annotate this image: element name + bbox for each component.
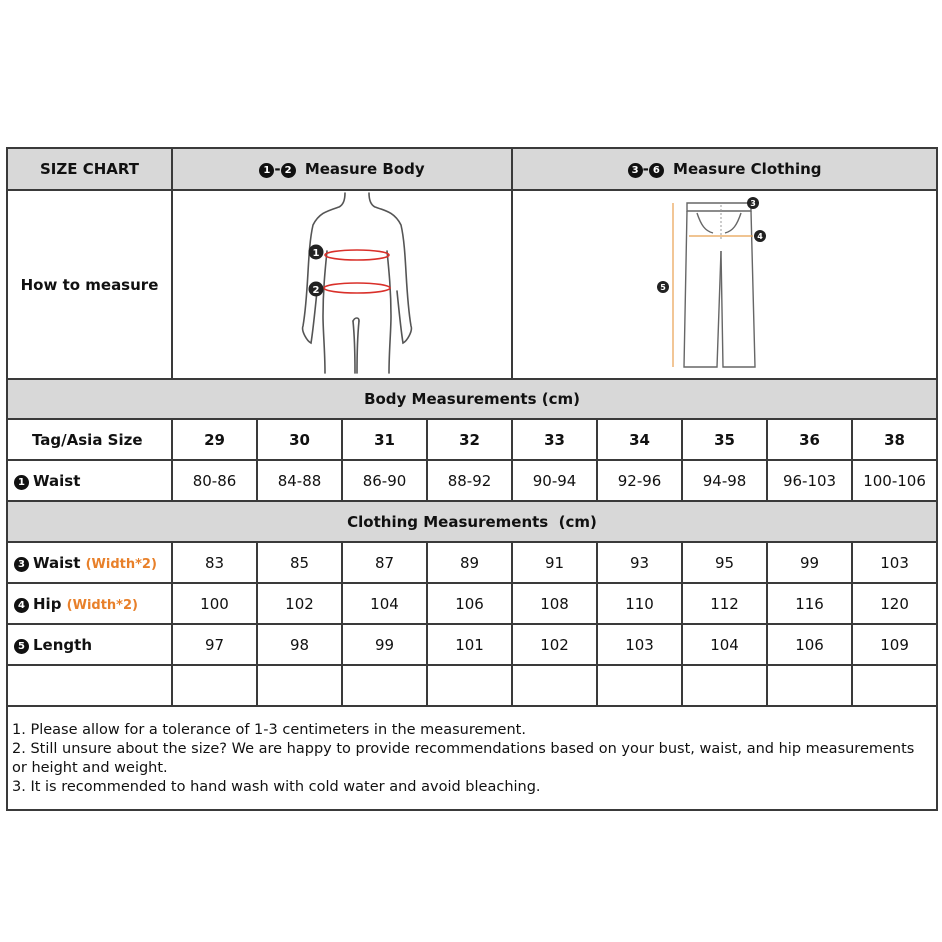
clothing-waist-label <box>7 542 172 583</box>
table-cell: 98 <box>257 624 342 665</box>
clothing-length-text: Length <box>33 635 92 654</box>
table-cell: 104 <box>342 583 427 624</box>
width-note: (Width*2) <box>85 556 157 572</box>
size-chart-title: SIZE CHART <box>7 148 172 190</box>
empty-cell <box>682 665 767 706</box>
step-2-icon: 2 <box>281 163 296 178</box>
empty-cell <box>342 665 427 706</box>
body-marker-1 <box>309 245 324 260</box>
table-cell: 112 <box>682 583 767 624</box>
empty-cell <box>597 665 682 706</box>
header-dash: - <box>274 160 281 178</box>
table-cell: 89 <box>427 542 512 583</box>
table-cell: 110 <box>597 583 682 624</box>
empty-cell <box>767 665 852 706</box>
table-cell: 109 <box>852 624 937 665</box>
pants-marker-3 <box>747 197 759 209</box>
empty-cell <box>852 665 937 706</box>
table-cell: 103 <box>597 624 682 665</box>
step-3-icon: 3 <box>14 557 29 572</box>
note-line: 1. Please allow for a tolerance of 1-3 centimeters in the measurement. <box>12 722 526 738</box>
size-cell: 34 <box>597 419 682 460</box>
empty-cell <box>427 665 512 706</box>
size-cell: 38 <box>852 419 937 460</box>
table-cell: 104 <box>682 624 767 665</box>
table-cell: 87 <box>342 542 427 583</box>
table-cell: 91 <box>512 542 597 583</box>
notes-section <box>7 706 937 810</box>
size-cell: 35 <box>682 419 767 460</box>
measure-clothing-label: Measure Clothing <box>673 160 822 178</box>
pants-marker-4 <box>754 230 766 242</box>
clothing-measurements-title: Clothing Measurements (cm) <box>7 501 937 542</box>
how-to-measure-label: How to measure <box>7 190 172 379</box>
table-cell: 102 <box>512 624 597 665</box>
table-cell: 95 <box>682 542 767 583</box>
clothing-length-label <box>7 624 172 665</box>
table-cell: 99 <box>342 624 427 665</box>
table-cell: 108 <box>512 583 597 624</box>
table-cell: 100-106 <box>852 460 937 501</box>
measure-clothing-header <box>512 148 937 190</box>
measure-body-label: Measure Body <box>304 160 425 178</box>
table-cell: 116 <box>767 583 852 624</box>
table-cell: 83 <box>172 542 257 583</box>
table-cell: 101 <box>427 624 512 665</box>
size-cell: 31 <box>342 419 427 460</box>
size-label: Tag/Asia Size <box>7 419 172 460</box>
measure-body-header <box>172 148 512 190</box>
body-measurements-title: Body Measurements (cm) <box>7 379 937 419</box>
size-chart-table <box>6 147 938 811</box>
step-5-icon: 5 <box>14 639 29 654</box>
empty-cell <box>512 665 597 706</box>
clothing-waist-text: Waist <box>33 553 81 572</box>
table-cell: 84-88 <box>257 460 342 501</box>
body-marker-2 <box>309 282 324 297</box>
table-cell: 86-90 <box>342 460 427 501</box>
table-cell: 102 <box>257 583 342 624</box>
table-cell: 80-86 <box>172 460 257 501</box>
table-cell: 85 <box>257 542 342 583</box>
table-cell: 97 <box>172 624 257 665</box>
step-6-icon: 6 <box>649 163 664 178</box>
table-cell: 92-96 <box>597 460 682 501</box>
svg-text:3: 3 <box>749 199 756 208</box>
table-cell: 88-92 <box>427 460 512 501</box>
size-cell: 33 <box>512 419 597 460</box>
svg-text:1: 1 <box>312 248 320 259</box>
pants-marker-5 <box>657 281 669 293</box>
clothing-hip-text: Hip <box>33 594 62 613</box>
pants-figure-cell <box>512 190 937 379</box>
table-cell: 120 <box>852 583 937 624</box>
note-line: 2. Still unsure about the size? We are happy to provide recommendations based on your bust, waist, and hip measurements or height and weight. <box>12 741 915 776</box>
table-cell: 99 <box>767 542 852 583</box>
table-cell: 96-103 <box>767 460 852 501</box>
table-cell: 94-98 <box>682 460 767 501</box>
width-note: (Width*2) <box>66 597 138 613</box>
empty-cell <box>257 665 342 706</box>
body-waist-label <box>7 460 172 501</box>
table-cell: 103 <box>852 542 937 583</box>
body-figure-cell <box>172 190 512 379</box>
step-1-icon: 1 <box>14 475 29 490</box>
pants-outline-figure <box>529 191 921 374</box>
svg-text:5: 5 <box>659 283 666 292</box>
svg-text:2: 2 <box>312 285 320 296</box>
table-cell: 93 <box>597 542 682 583</box>
table-cell: 90-94 <box>512 460 597 501</box>
size-cell: 36 <box>767 419 852 460</box>
empty-cell <box>172 665 257 706</box>
step-3-icon: 3 <box>628 163 643 178</box>
note-line: 3. It is recommended to hand wash with cold water and avoid bleaching. <box>12 779 541 795</box>
empty-cell <box>7 665 172 706</box>
svg-text:4: 4 <box>756 232 763 241</box>
table-cell: 100 <box>172 583 257 624</box>
step-4-icon: 4 <box>14 598 29 613</box>
body-outline-figure <box>173 191 541 374</box>
size-cell: 29 <box>172 419 257 460</box>
size-cell: 32 <box>427 419 512 460</box>
clothing-hip-label <box>7 583 172 624</box>
body-waist-text: Waist <box>33 471 81 490</box>
table-cell: 106 <box>427 583 512 624</box>
table-cell: 106 <box>767 624 852 665</box>
size-cell: 30 <box>257 419 342 460</box>
header-dash: - <box>642 160 649 178</box>
step-1-icon: 1 <box>259 163 274 178</box>
